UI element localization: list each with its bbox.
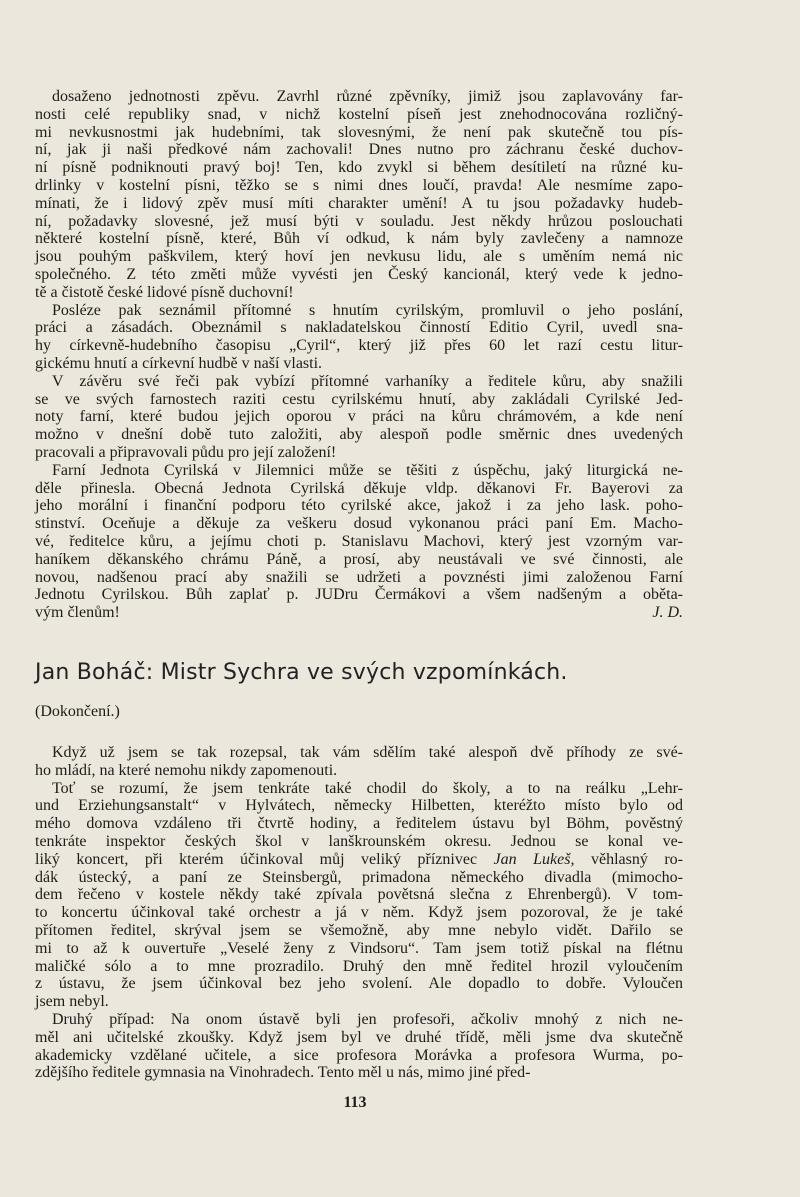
- paragraph: [35, 462, 683, 622]
- text-line: [35, 604, 683, 622]
- text-line: stinství. Oceňuje a děkuje za veškeru dosud vykonanou práci paní Em. Macho-: [35, 515, 683, 533]
- text-line: jeho morální i finanční podporu této cyrilské akce, jakož i za jeho lask. poho-: [35, 497, 683, 515]
- text-line: Když už jsem se tak rozepsal, tak vám sdělím také alespoň dvě příhody ze své-: [52, 744, 683, 761]
- text-line: akademicky vzdělané učitele, a sice profesora Morávka a profesora Wurma, po-: [35, 1046, 683, 1064]
- text-line: und Erziehungsanstalt“ v Hylvátech, německy Hilbetten, kteréžto místo bylo od: [35, 797, 683, 815]
- text-line: nosti celé republiky snad, v nichž kostelní píseň jest znehodnocována rozličný-: [35, 105, 683, 123]
- paragraph: [35, 302, 683, 373]
- text-line: [35, 851, 683, 869]
- text-line: měl ani učitelské zkoušky. Když jsem byl ve druhé třídě, měli jsme dva skutečně: [35, 1028, 683, 1046]
- text-line: mi nevkusnostmi jak hudebními, tak slovesnými, že není pak skutečně tou pís-: [35, 123, 683, 141]
- text-line: Posléze pak seznámil přítomné s hnutím cyrilským, promluvil o jeho poslání,: [52, 301, 683, 319]
- text-line: novou, nadšenou prací aby snažili se udržeti a povznésti jimi založenou Farní: [35, 568, 683, 586]
- text-line: pracovali a připravovali půdu pro její založení!: [35, 443, 337, 461]
- author-signature: J. D.: [652, 604, 683, 622]
- text-line: děle přinesla. Obecná Jednota Cyrilská děkuje vldp. děkanovi Fr. Bayerovi za: [35, 479, 683, 497]
- text-line: haníkem děkanského chrámu Páně, a prosí, aby neustávali ve své činnosti, ale: [35, 550, 683, 568]
- continuation-note: (Dokončení.): [35, 703, 120, 720]
- text-line: ní, jak ji naši předkové nám zachovali! Dnes nutno pro záchranu české duchov-: [35, 141, 683, 159]
- text-line: některé kostelní písně, které, Bůh ví odkud, k nám byly zavlečeny a namnoze: [35, 230, 683, 248]
- text-line: Jednotu Cyrilskou. Bůh zaplať p. JUDru Čermákovi a všem nadšeným a oběta-: [35, 586, 683, 604]
- text-line: gickému hnutí a církevní hudbě v naší vlasti.: [35, 354, 323, 372]
- text-line: maličké sólo a to mne prozradilo. Druhý den mně ředitel hrozil vyloučením: [35, 957, 683, 975]
- text-line: ho mládí, na které nemohu nikdy zapomenouti.: [35, 761, 338, 779]
- text-line: mého domova vzdáleno tři čtvrtě hodiny, a ředitelem ústavu byl Böhm, pověstný: [35, 815, 683, 833]
- article-title: Jan Boháč: Mistr Sychra ve svých vzpomínkách.: [35, 660, 568, 685]
- text-line: dosaženo jednotnosti zpěvu. Zavrhl různé zpěvníky, jimiž jsou zaplavovány far-: [52, 88, 683, 105]
- text-line: zdějšího ředitele gymnasia na Vinohradech. Tento měl u nás, mimo jiné před-: [35, 1064, 531, 1082]
- text-line: to koncertu účinkoval také orchestr a já v něm. Když jsem pozoroval, že je také: [35, 904, 683, 922]
- text-line: ní, požadavky slovesné, jež musí býti v souladu. Jest někdy hrůzou poslouchati: [35, 212, 683, 230]
- text-line: V závěru své řeči pak vybízí přítomné varhaníky a ředitele kůru, aby snažili: [52, 372, 683, 390]
- text-line: Farní Jednota Cyrilská v Jilemnici může se těšiti z úspěchu, jaký liturgická ne-: [52, 461, 683, 479]
- page-number: 113: [343, 1094, 367, 1111]
- text-line: mi to až k ouvertuře „Veselé ženy z Vindsoru“. Tam jsem totiž pískal na flétnu: [35, 939, 683, 957]
- paragraph: [35, 373, 683, 462]
- paragraph: [35, 780, 683, 1011]
- text-line: hy církevně-hudebního časopisu „Cyril“, který již přes 60 let razí cestu litur-: [35, 337, 683, 355]
- text-line: se ve svých farnostech raziti cestu cyrilskému hnutí, aby zakládali Cyrilské Jed-: [35, 390, 683, 408]
- text-line: mínati, že i lidový zpěv musí míti charakter umění! A tu jsou požadavky hudeb-: [35, 194, 683, 212]
- text-line: přítomen ředitel, skrýval jsem se všemožně, aby mne nebylo vidět. Dařilo se: [35, 921, 683, 939]
- text-line: dák ústecký, a paní ze Steinsbergů, primadona německého divadla (mimocho-: [35, 868, 683, 886]
- previous-article-text: [35, 88, 683, 622]
- paragraph: [35, 88, 683, 302]
- text-line: noty farní, které budou jejich oporou v práci na kůru chrámovém, a kde není: [35, 408, 683, 426]
- article-body: [35, 744, 683, 1082]
- text-line: Toť se rozumí, že jsem tenkráte také chodil do školy, a to na reálku „Lehr-: [52, 779, 683, 797]
- paragraph: [35, 744, 683, 780]
- text-segment: vým členům!: [35, 604, 120, 622]
- text-line: z ústavu, že jsem účinkoval bez jeho svolení. Ale dopadlo to dobře. Vyloučen: [35, 975, 683, 993]
- italic-name: Jan Lukeš,: [493, 850, 575, 868]
- text-line: tenkráte inspektor českých škol v lanškrounském okresu. Jednou se konal ve-: [35, 832, 683, 850]
- text-segment: věhlasný ro-: [574, 850, 684, 868]
- text-line: jsem nebyl.: [35, 993, 109, 1011]
- text-segment: liký koncert, při kterém účinkoval můj veliký příznivec: [35, 850, 494, 868]
- text-line: společného. Z této změti může vyvésti jen Český kancionál, který vede k jedno-: [35, 265, 683, 283]
- text-line: dem řečeno v kostele někdy také zpívala povětsná slečna z Ehrenbergů). V tom-: [35, 886, 683, 904]
- text-line: jsou pouhým paškvilem, který hoví jen nevkusu lidu, ale s uměním nemá nic: [35, 248, 683, 266]
- text-line: vé, ředitelce kůru, a jejímu choti p. Stanislavu Machovi, který jest vzorným var-: [35, 532, 683, 550]
- text-line: ní písně podniknouti pravý boj! Ten, kdo zvykl si během desítiletí na různé ku-: [35, 159, 683, 177]
- text-line: možno v dnešní době tuto založiti, aby alespoň podle směrnic dnes uvedených: [35, 426, 683, 444]
- text-line: tě a čistotě české lidové písně duchovní!: [35, 283, 294, 301]
- text-line: Druhý případ: Na onom ústavě byli jen profesoři, ačkoliv mnohý z nich ne-: [52, 1010, 683, 1028]
- text-line: práci a zásadách. Obeznámil s nakladatelskou činností Editio Cyril, uvedl sna-: [35, 319, 683, 337]
- paragraph: [35, 1011, 683, 1082]
- text-line: drlinky v kostelní písni, těžko se s nimi dnes loučí, pravda! Ale nesmíme zapo-: [35, 176, 683, 194]
